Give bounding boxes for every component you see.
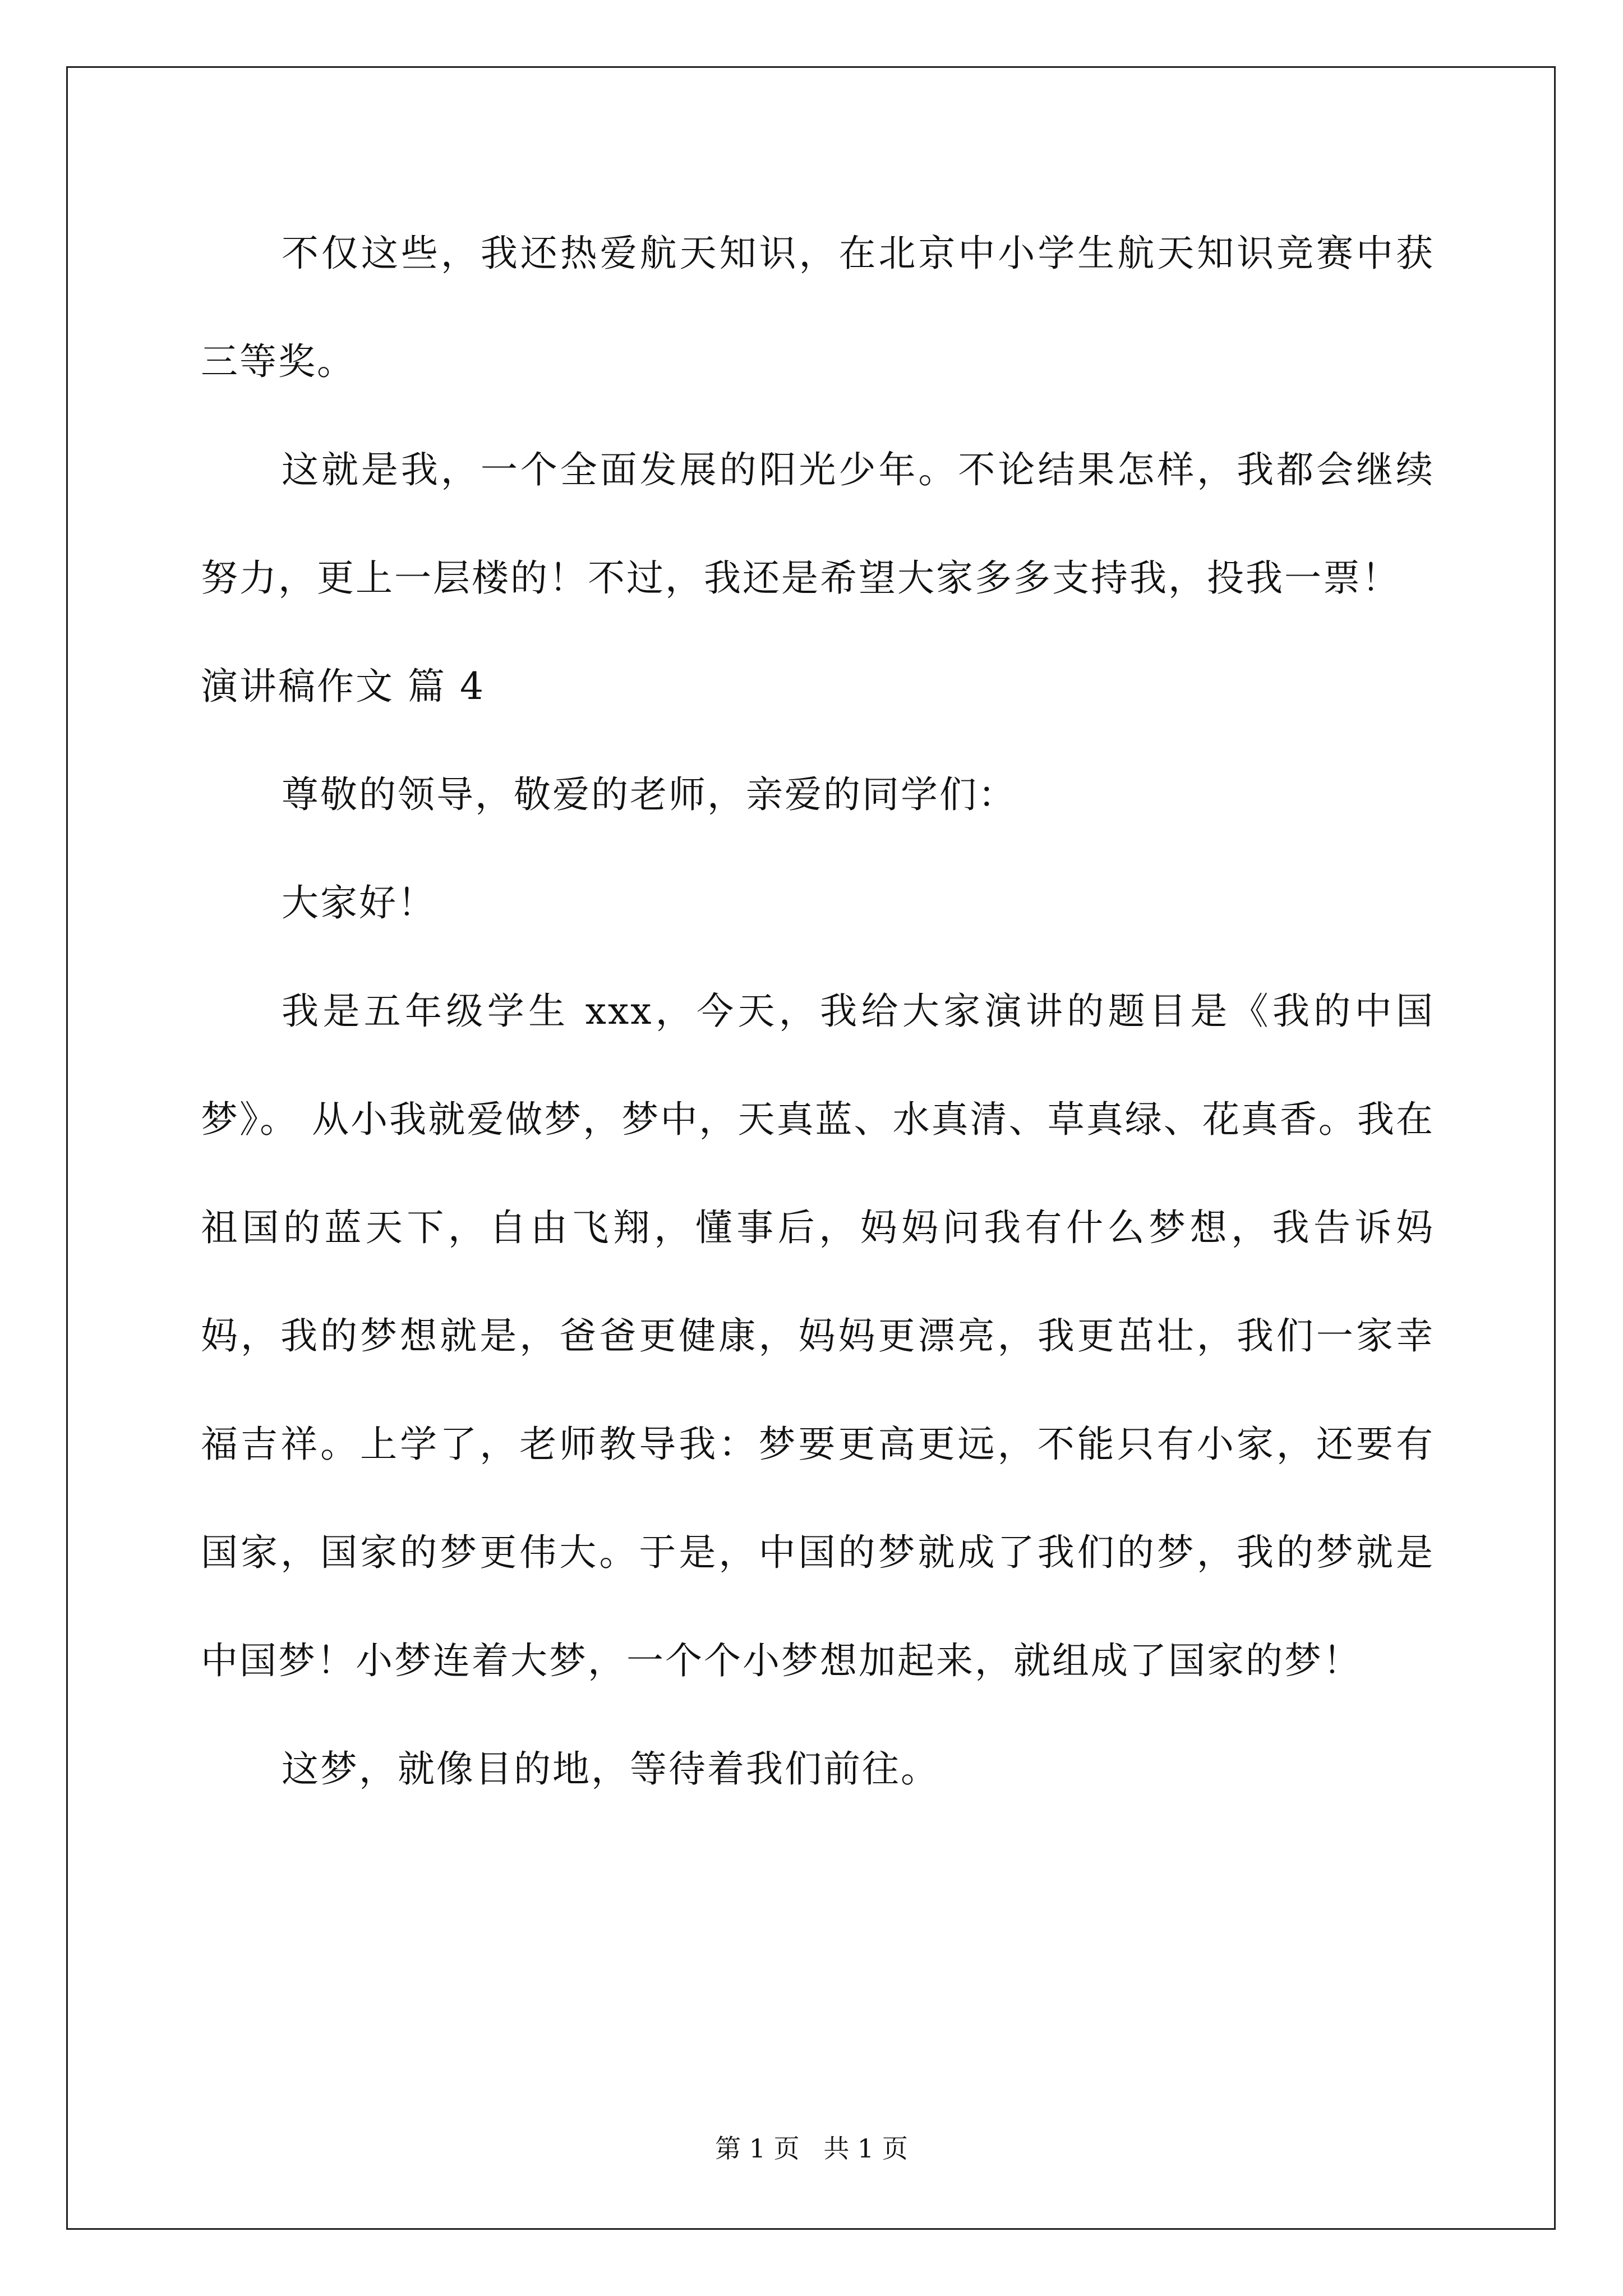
page-footer: [0, 2132, 1623, 2165]
paragraph: 我是五年级学生 xxx，今天，我给大家演讲的题目是《我的中国梦》。 从小我就爱做梦，梦中，天真蓝、水真清、草真绿、花真香。我在祖国的蓝天下，自由飞翔，懂事后，妈妈问我有什么梦想，我告诉妈妈，我的梦想就是，爸爸更健康，妈妈更漂亮，我更茁壮，我们一家幸福吉祥。上学了，老师教导我：梦要更高更远，不能只有小家，还要有国家，国家的梦更伟大。于是，中国的梦就成了我们的梦，我的梦就是中国梦！小梦连着大梦，一个个小梦想加起来，就组成了国家的梦！: [201, 990, 1435, 1682]
paragraph: 大家好！: [282, 881, 436, 924]
paragraph: 这梦，就像目的地，等待着我们前往。: [282, 1747, 939, 1791]
paragraph: 尊敬的领导，敬爱的老师，亲爱的同学们：: [282, 773, 1017, 816]
paragraph: 这就是我，一个全面发展的阳光少年。不论结果怎样，我都会继续努力，更上一层楼的！不过，我还是希望大家多多支持我，投我一票！: [201, 448, 1435, 600]
page-number-total: 共 1 页: [823, 2133, 908, 2164]
paragraph: 不仅这些，我还热爱航天知识，在北京中小学生航天知识竞赛中获三等奖。: [201, 232, 1435, 383]
document-body: [201, 199, 1435, 1823]
section-heading: 演讲稿作文 篇 4: [201, 665, 485, 708]
page-number-current: 第 1 页: [715, 2133, 800, 2164]
